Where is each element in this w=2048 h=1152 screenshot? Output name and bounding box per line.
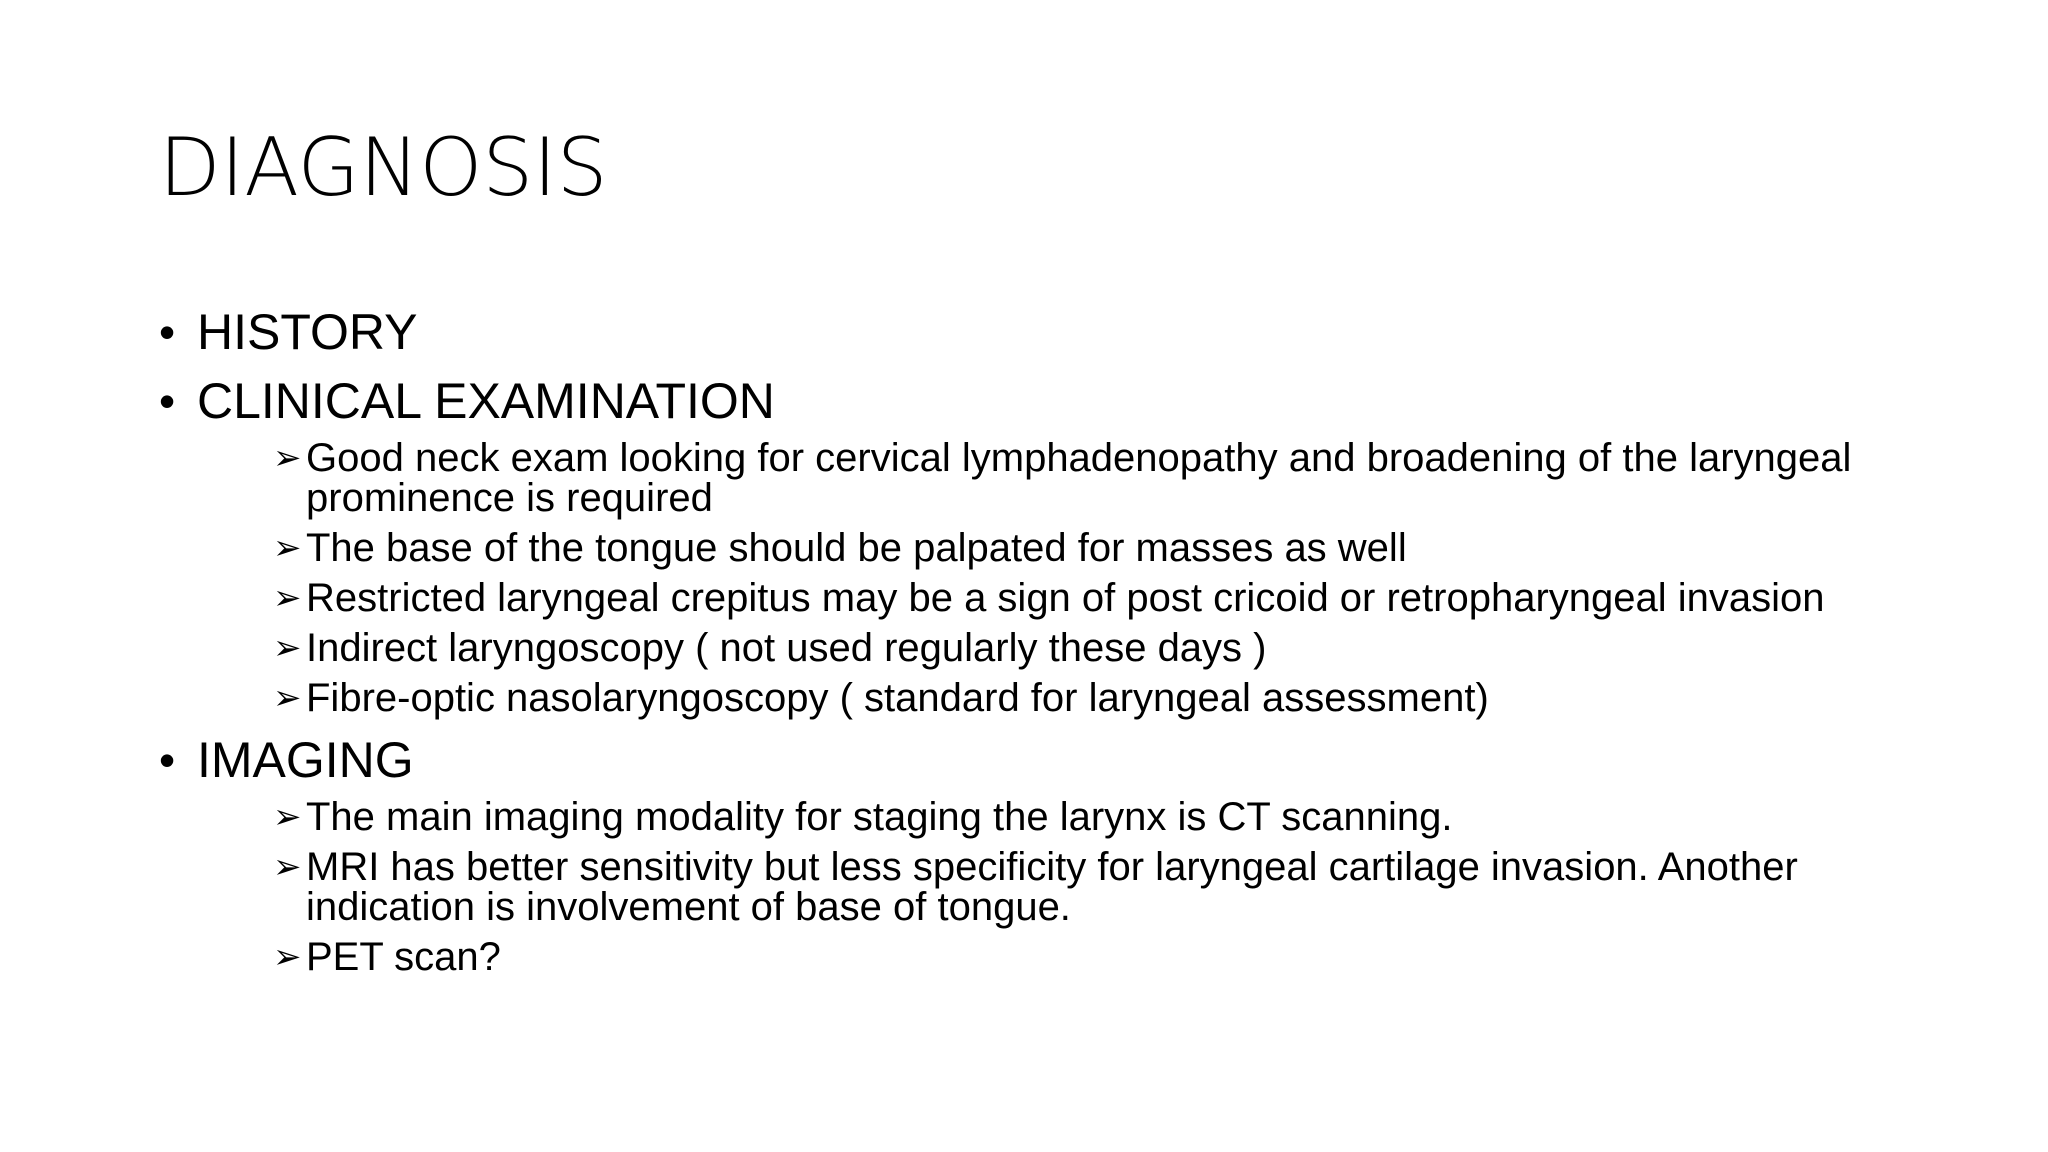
list-item-text: The base of the tongue should be palpated for masses as well xyxy=(306,526,1407,570)
list-item-text: PET scan? xyxy=(306,935,501,979)
arrow-bullet-icon: ➢ xyxy=(273,438,302,478)
list-item xyxy=(273,678,1953,718)
arrow-bullet-icon: ➢ xyxy=(273,797,302,837)
list-item-text: Fibre-optic nasolaryngoscopy ( standard for laryngeal assessment) xyxy=(306,676,1489,720)
list-item xyxy=(273,797,1953,837)
imaging-list xyxy=(273,797,1953,977)
section-label: CLINICAL EXAMINATION xyxy=(197,373,775,429)
list-item xyxy=(273,438,1953,518)
list-item xyxy=(273,578,1953,618)
arrow-bullet-icon: ➢ xyxy=(273,847,302,887)
list-item-text: Good neck exam looking for cervical lymphadenopathy and broadening of the laryngeal prominence is required xyxy=(306,436,1852,520)
bullet-icon: • xyxy=(159,734,176,786)
list-item-text: Restricted laryngeal crepitus may be a sign of post cricoid or retropharyngeal invasion xyxy=(306,576,1825,620)
bullet-icon: • xyxy=(159,375,176,427)
list-item xyxy=(273,847,1953,927)
slide-title: DIAGNOSIS xyxy=(159,121,608,214)
section-label: IMAGING xyxy=(197,732,414,788)
section-clinical-examination xyxy=(159,369,1959,433)
slide-content xyxy=(159,300,1959,987)
list-item-text: MRI has better sensitivity but less specificity for laryngeal cartilage invasion. Another indication is involvement of base of tongue. xyxy=(306,845,1798,929)
section-history xyxy=(159,300,1959,364)
list-item-text: The main imaging modality for staging the larynx is CT scanning. xyxy=(306,795,1453,839)
list-item xyxy=(273,628,1953,668)
list-item-text: Indirect laryngoscopy ( not used regularly these days ) xyxy=(306,626,1267,670)
clinical-examination-list xyxy=(273,438,1953,718)
list-item xyxy=(273,528,1953,568)
section-imaging xyxy=(159,728,1959,792)
list-item xyxy=(273,937,1953,977)
arrow-bullet-icon: ➢ xyxy=(273,678,302,718)
section-label: HISTORY xyxy=(197,304,418,360)
arrow-bullet-icon: ➢ xyxy=(273,528,302,568)
arrow-bullet-icon: ➢ xyxy=(273,628,302,668)
bullet-icon: • xyxy=(159,306,176,358)
arrow-bullet-icon: ➢ xyxy=(273,937,302,977)
arrow-bullet-icon: ➢ xyxy=(273,578,302,618)
